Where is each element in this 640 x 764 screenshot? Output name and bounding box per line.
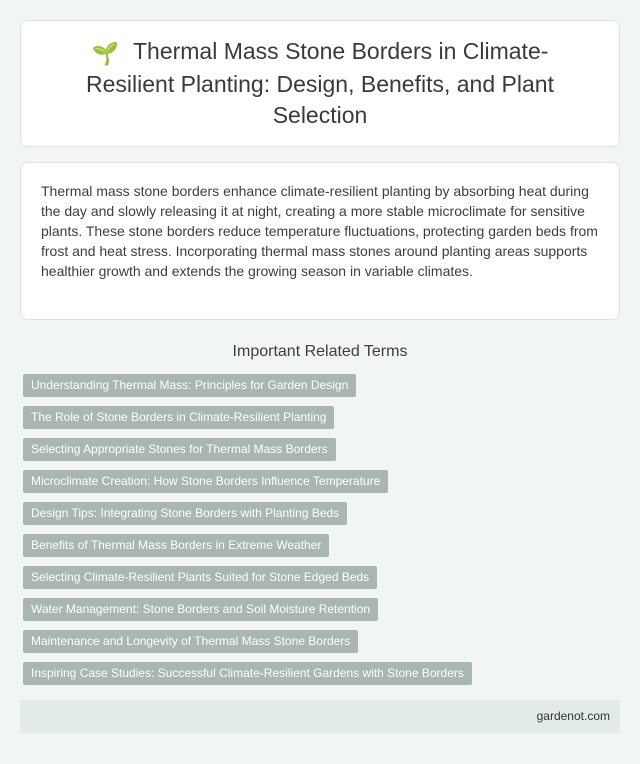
page-title-text: Thermal Mass Stone Borders in Climate-Resilient Planting: Design, Benefits, and Plant Selection	[86, 38, 554, 128]
sprout-icon: 🌱	[91, 41, 119, 66]
related-term-link[interactable]: Selecting Climate-Resilient Plants Suited for Stone Edged Beds	[23, 566, 377, 589]
page-title	[61, 36, 579, 131]
related-term-link[interactable]: Selecting Appropriate Stones for Thermal Mass Borders	[23, 438, 336, 461]
related-term-link[interactable]: Benefits of Thermal Mass Borders in Extreme Weather	[23, 534, 329, 557]
related-term-link[interactable]: Water Management: Stone Borders and Soil Moisture Retention	[23, 598, 378, 621]
related-term-link[interactable]: Understanding Thermal Mass: Principles for Garden Design	[23, 374, 356, 397]
related-term-link[interactable]: Maintenance and Longevity of Thermal Mass Stone Borders	[23, 630, 358, 653]
footer-site-link[interactable]: gardenot.com	[536, 709, 610, 723]
title-card	[20, 20, 620, 147]
related-terms-heading: Important Related Terms	[232, 343, 408, 360]
related-term-link[interactable]: Inspiring Case Studies: Successful Climate-Resilient Gardens with Stone Borders	[23, 662, 472, 685]
related-terms-list	[20, 374, 620, 685]
related-term-link[interactable]: Design Tips: Integrating Stone Borders with Planting Beds	[23, 502, 347, 525]
intro-card	[20, 162, 620, 320]
intro-paragraph: Thermal mass stone borders enhance climate-resilient planting by absorbing heat during the day and slowly releasing it at night, creating a more stable microclimate for sensitive plants. These stone borders reduce temperature fluctuations, protecting garden beds from frost and heat stress. Incorporating thermal mass stones around planting areas supports healthier growth and extends the growing season in variable climates.	[41, 183, 598, 279]
footer	[20, 700, 620, 733]
related-term-link[interactable]: Microclimate Creation: How Stone Borders Influence Temperature	[23, 470, 388, 493]
related-term-link[interactable]: The Role of Stone Borders in Climate-Resilient Planting	[23, 406, 334, 429]
